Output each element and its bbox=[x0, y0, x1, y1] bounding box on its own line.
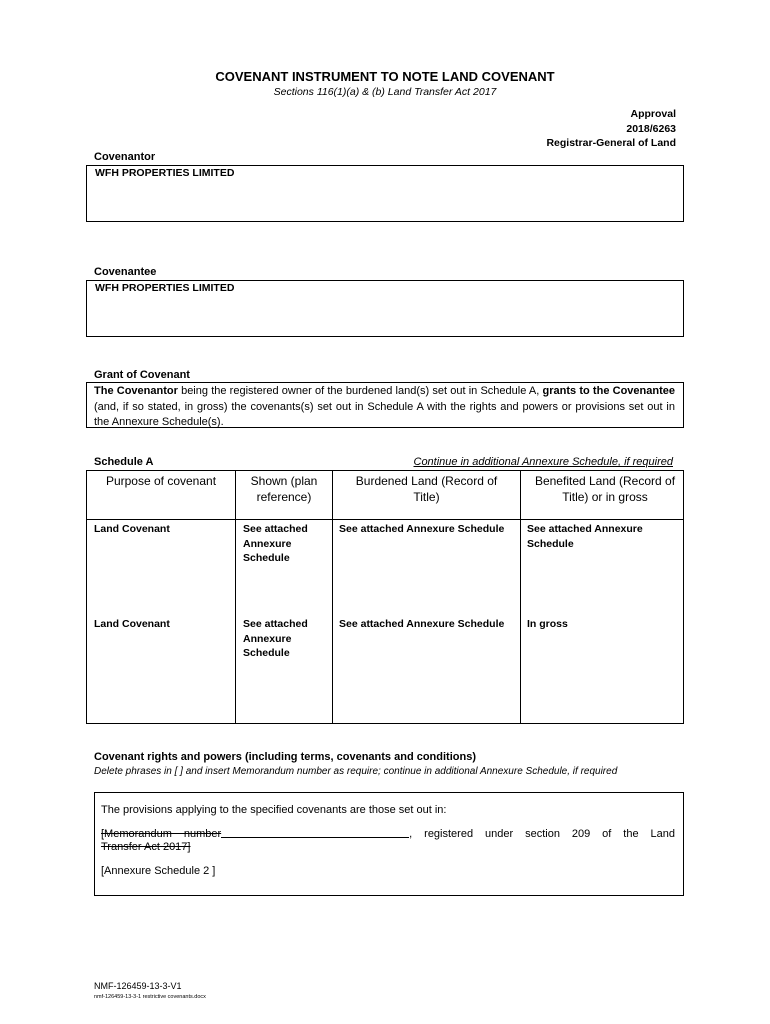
header-purpose: Purpose of covenant bbox=[105, 474, 217, 488]
schedule-a-label: Schedule A bbox=[94, 456, 154, 468]
row2-benefited: In gross bbox=[527, 618, 568, 630]
row1-burdened: See attached Annexure Schedule bbox=[339, 523, 505, 535]
document-subtitle: Sections 116(1)(a) & (b) Land Transfer Act 2017 bbox=[273, 86, 497, 98]
memorandum-line bbox=[101, 828, 675, 841]
header-benefited-land: Benefited Land (Record of Title) or in gross bbox=[534, 474, 676, 504]
rights-box bbox=[94, 792, 684, 896]
column-divider bbox=[520, 471, 521, 723]
grant-label: Grant of Covenant bbox=[94, 369, 190, 381]
grant-text bbox=[87, 383, 683, 431]
covenantee-box bbox=[86, 280, 684, 337]
rights-label: Covenant rights and powers (including terms, covenants and conditions) bbox=[94, 751, 476, 763]
row2-shown: See attached Annexure Schedule bbox=[243, 618, 308, 659]
rights-intro: The provisions applying to the specified covenants are those set out in: bbox=[101, 804, 447, 816]
column-divider bbox=[332, 471, 333, 723]
header-shown: Shown (plan reference) bbox=[250, 474, 318, 504]
approval-line: Approval bbox=[630, 108, 676, 120]
memorandum-registered-text: , registered under section 209 of the Land bbox=[409, 828, 675, 840]
schedule-a-table bbox=[86, 470, 684, 724]
memorandum-struck-text: [Memorandum number bbox=[101, 828, 222, 840]
approval-block bbox=[546, 107, 676, 151]
footer-filename: nmf-126459-13-3-1 restrictive covenants.docx bbox=[94, 994, 206, 1000]
grant-text-part1: being the registered owner of the burdened land(s) set out in Schedule A, bbox=[177, 385, 543, 397]
row1-shown: See attached Annexure Schedule bbox=[243, 523, 308, 564]
covenantee-value: WFH PROPERTIES LIMITED bbox=[95, 282, 235, 294]
covenantor-value: WFH PROPERTIES LIMITED bbox=[95, 167, 235, 179]
grant-text-part2: (and, if so stated, in gross) the covenants(s) set out in Schedule A with the rights and powers or provisions set out in the Annexure Schedule(s). bbox=[94, 400, 675, 428]
row1-benefited: See attached Annexure Schedule bbox=[527, 523, 643, 550]
memorandum-blank bbox=[221, 830, 409, 838]
covenantor-box bbox=[86, 165, 684, 222]
annexure-schedule-ref: [Annexure Schedule 2 ] bbox=[101, 865, 216, 877]
row2-burdened: See attached Annexure Schedule bbox=[339, 618, 505, 630]
grant-bold-grants: grants to the Covenantee bbox=[542, 385, 675, 397]
covenantee-label: Covenantee bbox=[94, 266, 157, 278]
schedule-continue-note: Continue in additional Annexure Schedule, if required bbox=[413, 456, 673, 468]
header-burdened-land: Burdened Land (Record of Title) bbox=[355, 474, 498, 504]
document-title: COVENANT INSTRUMENT TO NOTE LAND COVENANT bbox=[215, 69, 555, 84]
approval-number: 2018/6263 bbox=[626, 122, 676, 135]
memorandum-line-2: Transfer Act 2017] bbox=[101, 841, 191, 853]
row2-purpose: Land Covenant bbox=[94, 618, 170, 630]
covenantor-label: Covenantor bbox=[94, 151, 156, 163]
column-divider bbox=[235, 471, 236, 723]
row1-purpose: Land Covenant bbox=[94, 523, 170, 535]
header-divider bbox=[87, 519, 683, 520]
grant-bold-covenantor: The Covenantor bbox=[94, 385, 178, 397]
footer-reference: NMF-126459-13-3-V1 bbox=[94, 981, 182, 991]
rights-note: Delete phrases in [ ] and insert Memorandum number as require; continue in additional Annexure Schedule, if required bbox=[94, 766, 618, 777]
grant-box bbox=[86, 382, 684, 428]
approval-authority: Registrar-General of Land bbox=[546, 137, 676, 149]
